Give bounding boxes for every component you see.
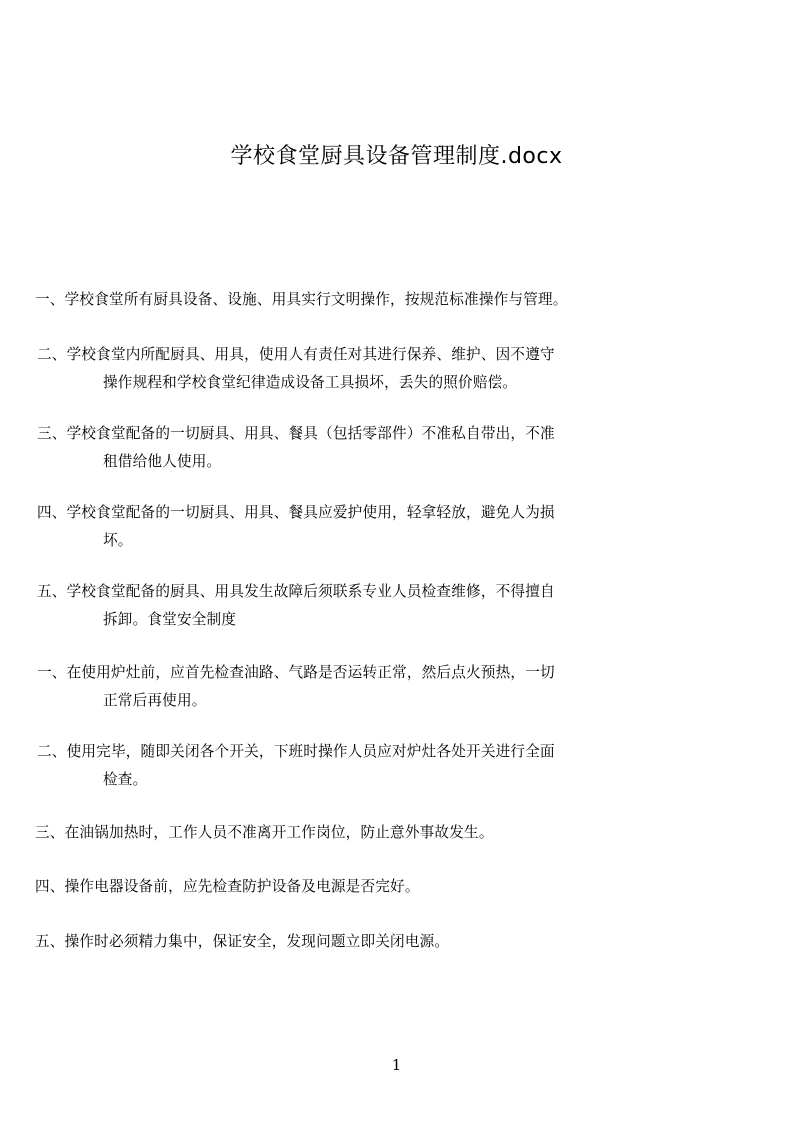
paragraph-line: 二、使用完毕，随即关闭各个开关，下班时操作人员应对炉灶各处开关进行全面 [37, 743, 555, 760]
paragraph-7 [37, 738, 703, 794]
paragraph-9 [35, 873, 703, 901]
paragraph-line: 操作规程和学校食堂纪律造成设备工具损坏，丢失的照价赔偿。 [103, 374, 518, 391]
paragraph-line: 五、学校食堂配备的厨具、用具发生故障后须联系专业人员检查维修，不得擅自 [37, 583, 555, 600]
paragraph-line: 四、操作电器设备前，应先检查防护设备及电源是否完好。 [35, 878, 420, 895]
paragraph-line: 三、在油锅加热时，工作人员不准离开工作岗位，防止意外事故发生。 [35, 824, 494, 841]
paragraph-line: 一、在使用炉灶前，应首先检查油路、气路是否运转正常，然后点火预热，一切 [37, 664, 555, 681]
paragraph-line: 二、学校食堂内所配厨具、用具，使用人有责任对其进行保养、维护、因不遵守 [37, 346, 555, 363]
paragraph-1 [35, 286, 703, 314]
paragraph-line: 一、学校食堂所有厨具设备、设施、用具实行文明操作，按规范标准操作与管理。 [35, 291, 568, 308]
paragraph-line: 五、操作时必须精力集中，保证安全，发现问题立即关闭电源。 [35, 933, 450, 950]
paragraph-5 [37, 578, 703, 634]
paragraph-line: 三、学校食堂配备的一切厨具、用具、餐具（包括零部件）不准私自带出，不准 [37, 425, 555, 442]
document-title: 学校食堂厨具设备管理制度.docx [230, 144, 563, 169]
paragraph-8 [35, 819, 703, 847]
paragraph-line: 租借给他人使用。 [103, 453, 222, 470]
paragraph-line: 检查。 [103, 771, 148, 788]
paragraph-line: 坏。 [103, 532, 133, 549]
paragraph-line: 四、学校食堂配备的一切厨具、用具、餐具应爱护使用，轻拿轻放，避免人为损 [37, 504, 555, 521]
paragraph-2 [37, 341, 703, 397]
paragraph-line: 拆卸。食堂安全制度 [103, 611, 237, 628]
paragraph-10 [35, 928, 703, 956]
page-number: 1 [391, 1056, 402, 1074]
paragraph-4 [37, 499, 703, 555]
paragraph-6 [37, 659, 703, 715]
paragraph-3 [37, 420, 703, 476]
paragraph-line: 正常后再使用。 [103, 692, 207, 709]
